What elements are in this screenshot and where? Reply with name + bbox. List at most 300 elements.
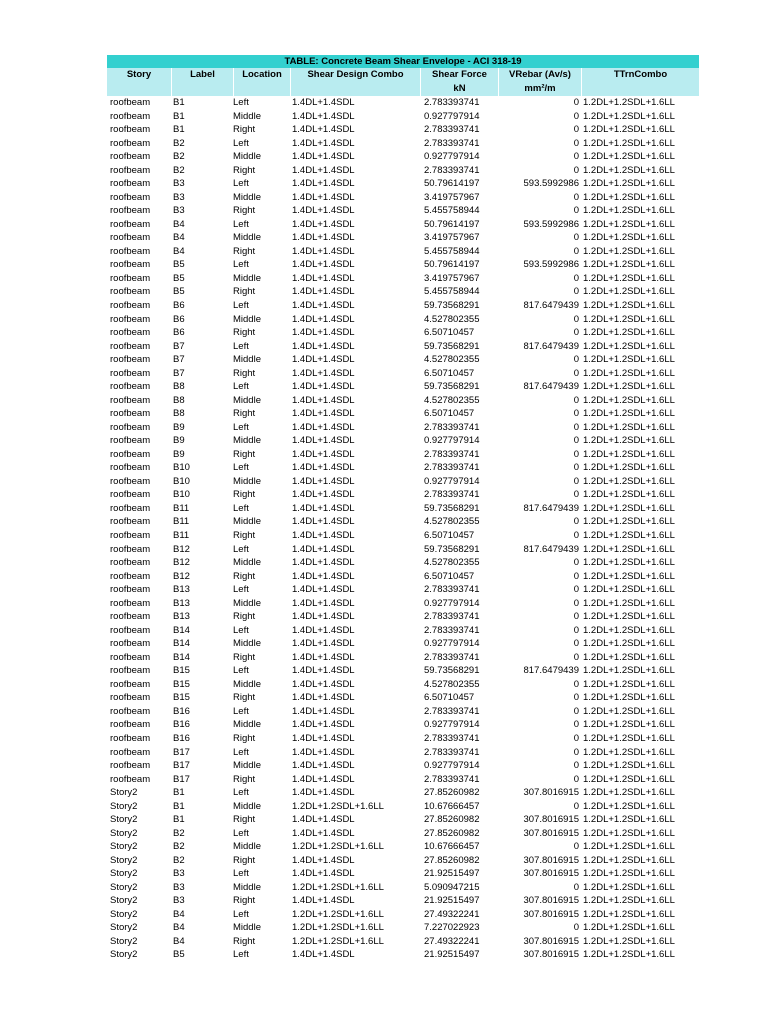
cell-ttrncombo: 1.2DL+1.2SDL+1.6LL [583, 746, 675, 758]
cell-shear-force: 59.73568291 [424, 502, 480, 514]
cell-label: B1 [173, 97, 185, 108]
cell-ttrncombo: 1.2DL+1.2SDL+1.6LL [583, 367, 675, 379]
cell-vrebar: 0 [573, 800, 579, 812]
cell-location: Right [233, 732, 256, 744]
cell-ttrncombo: 1.2DL+1.2SDL+1.6LL [583, 800, 675, 812]
cell-ttrncombo: 1.2DL+1.2SDL+1.6LL [583, 895, 675, 907]
cell-shear-force: 2.783393741 [424, 611, 480, 623]
cell-ttrncombo: 1.2DL+1.2SDL+1.6LL [583, 97, 675, 108]
table-row [107, 340, 699, 354]
table-row [107, 570, 699, 584]
cell-location: Right [233, 895, 256, 907]
cell-location: Middle [233, 760, 261, 772]
cell-story: roofbeam [110, 151, 151, 163]
cell-vrebar: 0 [573, 286, 579, 298]
cell-label: B4 [173, 245, 185, 257]
cell-ttrncombo: 1.2DL+1.2SDL+1.6LL [583, 259, 675, 271]
table-row [107, 407, 699, 421]
cell-label: B4 [173, 935, 185, 947]
cell-shear-design-combo: 1.4DL+1.4SDL [292, 827, 355, 839]
cell-label: B15 [173, 678, 190, 690]
cell-story: roofbeam [110, 773, 151, 785]
cell-shear-force: 27.85260982 [424, 827, 480, 839]
table-row [107, 285, 699, 299]
cell-vrebar: 593.5992986 [523, 259, 579, 271]
cell-shear-design-combo: 1.2DL+1.2SDL+1.6LL [292, 841, 384, 853]
cell-label: B1 [173, 110, 185, 122]
cell-label: B3 [173, 868, 185, 880]
cell-location: Right [233, 935, 256, 947]
cell-story: roofbeam [110, 719, 151, 731]
table-row [107, 718, 699, 732]
cell-story: roofbeam [110, 584, 151, 596]
cell-vrebar: 817.6479439 [523, 340, 579, 352]
cell-story: Story2 [110, 949, 138, 961]
cell-shear-force: 6.50710457 [424, 327, 475, 339]
cell-story: roofbeam [110, 110, 151, 122]
cell-shear-design-combo: 1.4DL+1.4SDL [292, 232, 355, 244]
cell-shear-design-combo: 1.4DL+1.4SDL [292, 949, 355, 961]
cell-story: roofbeam [110, 516, 151, 528]
cell-story: roofbeam [110, 760, 151, 772]
cell-vrebar: 0 [573, 448, 579, 460]
cell-ttrncombo: 1.2DL+1.2SDL+1.6LL [583, 408, 675, 420]
cell-shear-design-combo: 1.4DL+1.4SDL [292, 164, 355, 176]
cell-vrebar: 0 [573, 651, 579, 663]
cell-label: B4 [173, 232, 185, 244]
cell-location: Right [233, 327, 256, 339]
cell-shear-force: 2.783393741 [424, 584, 480, 596]
cell-label: B2 [173, 827, 185, 839]
cell-label: B5 [173, 259, 185, 271]
cell-ttrncombo: 1.2DL+1.2SDL+1.6LL [583, 841, 675, 853]
cell-label: B2 [173, 164, 185, 176]
cell-story: roofbeam [110, 475, 151, 487]
shear-envelope-table [107, 55, 699, 962]
cell-story: Story2 [110, 854, 138, 866]
cell-vrebar: 0 [573, 746, 579, 758]
cell-ttrncombo: 1.2DL+1.2SDL+1.6LL [583, 732, 675, 744]
cell-vrebar: 0 [573, 570, 579, 582]
cell-story: roofbeam [110, 245, 151, 257]
cell-vrebar: 817.6479439 [523, 381, 579, 393]
cell-label: B14 [173, 638, 190, 650]
cell-shear-design-combo: 1.4DL+1.4SDL [292, 381, 355, 393]
table-row [107, 583, 699, 597]
cell-location: Left [233, 584, 249, 596]
cell-shear-design-combo: 1.4DL+1.4SDL [292, 110, 355, 122]
cell-ttrncombo: 1.2DL+1.2SDL+1.6LL [583, 232, 675, 244]
cell-vrebar: 0 [573, 719, 579, 731]
cell-vrebar: 0 [573, 530, 579, 541]
cell-shear-design-combo: 1.4DL+1.4SDL [292, 151, 355, 163]
cell-story: roofbeam [110, 299, 151, 311]
cell-ttrncombo: 1.2DL+1.2SDL+1.6LL [583, 205, 675, 217]
cell-shear-force: 21.92515497 [424, 895, 480, 907]
column-header-line1: Shear Force [432, 69, 487, 80]
cell-shear-design-combo: 1.4DL+1.4SDL [292, 205, 355, 217]
cell-location: Middle [233, 719, 261, 731]
cell-label: B3 [173, 178, 185, 190]
cell-story: Story2 [110, 800, 138, 812]
cell-label: B11 [173, 530, 190, 541]
cell-label: B14 [173, 624, 190, 636]
cell-label: B16 [173, 719, 190, 731]
cell-ttrncombo: 1.2DL+1.2SDL+1.6LL [583, 151, 675, 163]
cell-vrebar: 307.8016915 [523, 895, 579, 907]
cell-label: B11 [173, 516, 190, 528]
cell-ttrncombo: 1.2DL+1.2SDL+1.6LL [583, 584, 675, 596]
cell-label: B1 [173, 787, 185, 799]
cell-ttrncombo: 1.2DL+1.2SDL+1.6LL [583, 164, 675, 176]
column-header-line1: VRebar (Av/s) [509, 69, 571, 80]
cell-shear-design-combo: 1.4DL+1.4SDL [292, 178, 355, 190]
column-header-shear-design-combo [290, 68, 420, 96]
cell-shear-force: 50.79614197 [424, 218, 480, 230]
cell-story: roofbeam [110, 570, 151, 582]
cell-vrebar: 0 [573, 327, 579, 339]
table-row [107, 123, 699, 137]
table-row [107, 461, 699, 475]
cell-vrebar: 307.8016915 [523, 949, 579, 961]
cell-label: B4 [173, 908, 185, 920]
cell-shear-design-combo: 1.4DL+1.4SDL [292, 124, 355, 136]
cell-shear-design-combo: 1.4DL+1.4SDL [292, 367, 355, 379]
cell-label: B10 [173, 462, 190, 474]
cell-story: roofbeam [110, 408, 151, 420]
cell-story: roofbeam [110, 421, 151, 433]
cell-ttrncombo: 1.2DL+1.2SDL+1.6LL [583, 394, 675, 406]
table-row [107, 313, 699, 327]
cell-shear-design-combo: 1.4DL+1.4SDL [292, 259, 355, 271]
cell-label: B16 [173, 732, 190, 744]
cell-story: Story2 [110, 827, 138, 839]
cell-label: B11 [173, 502, 190, 514]
cell-location: Middle [233, 394, 261, 406]
cell-vrebar: 0 [573, 421, 579, 433]
cell-ttrncombo: 1.2DL+1.2SDL+1.6LL [583, 124, 675, 136]
table-row [107, 353, 699, 367]
cell-ttrncombo: 1.2DL+1.2SDL+1.6LL [583, 475, 675, 487]
cell-shear-force: 27.85260982 [424, 787, 480, 799]
cell-ttrncombo: 1.2DL+1.2SDL+1.6LL [583, 286, 675, 298]
cell-shear-design-combo: 1.4DL+1.4SDL [292, 475, 355, 487]
table-row [107, 948, 699, 962]
cell-shear-design-combo: 1.4DL+1.4SDL [292, 299, 355, 311]
cell-ttrncombo: 1.2DL+1.2SDL+1.6LL [583, 773, 675, 785]
table-row [107, 773, 699, 787]
cell-label: B12 [173, 570, 190, 582]
cell-ttrncombo: 1.2DL+1.2SDL+1.6LL [583, 191, 675, 203]
cell-location: Middle [233, 151, 261, 163]
cell-vrebar: 0 [573, 408, 579, 420]
cell-location: Right [233, 408, 256, 420]
table-row [107, 380, 699, 394]
cell-ttrncombo: 1.2DL+1.2SDL+1.6LL [583, 110, 675, 122]
cell-location: Right [233, 530, 256, 541]
cell-shear-design-combo: 1.4DL+1.4SDL [292, 692, 355, 704]
cell-vrebar: 307.8016915 [523, 827, 579, 839]
cell-shear-force: 0.927797914 [424, 597, 480, 609]
cell-shear-force: 2.783393741 [424, 705, 480, 717]
cell-ttrncombo: 1.2DL+1.2SDL+1.6LL [583, 692, 675, 704]
cell-ttrncombo: 1.2DL+1.2SDL+1.6LL [583, 178, 675, 190]
table-row [107, 150, 699, 164]
cell-shear-force: 0.927797914 [424, 110, 480, 122]
table-row [107, 840, 699, 854]
cell-story: roofbeam [110, 218, 151, 230]
cell-shear-force: 59.73568291 [424, 543, 480, 555]
cell-shear-design-combo: 1.4DL+1.4SDL [292, 408, 355, 420]
cell-ttrncombo: 1.2DL+1.2SDL+1.6LL [583, 922, 675, 934]
cell-ttrncombo: 1.2DL+1.2SDL+1.6LL [583, 557, 675, 569]
cell-location: Right [233, 773, 256, 785]
cell-ttrncombo: 1.2DL+1.2SDL+1.6LL [583, 935, 675, 947]
table-row [107, 678, 699, 692]
cell-location: Middle [233, 313, 261, 325]
cell-vrebar: 817.6479439 [523, 502, 579, 514]
cell-shear-design-combo: 1.4DL+1.4SDL [292, 570, 355, 582]
table-row [107, 515, 699, 529]
cell-location: Right [233, 570, 256, 582]
table-row [107, 137, 699, 151]
cell-ttrncombo: 1.2DL+1.2SDL+1.6LL [583, 868, 675, 880]
cell-location: Left [233, 827, 249, 839]
cell-location: Middle [233, 678, 261, 690]
cell-vrebar: 0 [573, 435, 579, 447]
cell-story: roofbeam [110, 665, 151, 677]
cell-shear-design-combo: 1.4DL+1.4SDL [292, 773, 355, 785]
cell-vrebar: 0 [573, 205, 579, 217]
table-row [107, 746, 699, 760]
cell-story: roofbeam [110, 462, 151, 474]
cell-ttrncombo: 1.2DL+1.2SDL+1.6LL [583, 651, 675, 663]
cell-shear-design-combo: 1.4DL+1.4SDL [292, 272, 355, 284]
column-header-line2: kN [453, 83, 466, 94]
column-header-story [107, 68, 171, 96]
cell-vrebar: 0 [573, 638, 579, 650]
cell-ttrncombo: 1.2DL+1.2SDL+1.6LL [583, 638, 675, 650]
cell-location: Left [233, 421, 249, 433]
cell-location: Middle [233, 272, 261, 284]
cell-location: Middle [233, 841, 261, 853]
cell-story: roofbeam [110, 137, 151, 149]
cell-story: roofbeam [110, 313, 151, 325]
cell-story: roofbeam [110, 327, 151, 339]
cell-story: Story2 [110, 787, 138, 799]
cell-shear-design-combo: 1.4DL+1.4SDL [292, 597, 355, 609]
table-row [107, 556, 699, 570]
table-row [107, 502, 699, 516]
cell-ttrncombo: 1.2DL+1.2SDL+1.6LL [583, 462, 675, 474]
cell-shear-force: 27.49322241 [424, 908, 480, 920]
cell-vrebar: 0 [573, 232, 579, 244]
cell-location: Left [233, 218, 249, 230]
cell-shear-design-combo: 1.4DL+1.4SDL [292, 895, 355, 907]
cell-location: Left [233, 502, 249, 514]
cell-label: B9 [173, 448, 185, 460]
cell-vrebar: 307.8016915 [523, 868, 579, 880]
table-row [107, 272, 699, 286]
cell-label: B1 [173, 124, 185, 136]
cell-location: Left [233, 137, 249, 149]
cell-shear-force: 2.783393741 [424, 137, 480, 149]
cell-shear-force: 27.85260982 [424, 854, 480, 866]
cell-story: roofbeam [110, 692, 151, 704]
cell-shear-force: 2.783393741 [424, 448, 480, 460]
cell-location: Left [233, 543, 249, 555]
cell-shear-force: 4.527802355 [424, 557, 480, 569]
table-row [107, 800, 699, 814]
cell-shear-design-combo: 1.4DL+1.4SDL [292, 327, 355, 339]
cell-shear-force: 6.50710457 [424, 408, 475, 420]
cell-ttrncombo: 1.2DL+1.2SDL+1.6LL [583, 435, 675, 447]
cell-shear-design-combo: 1.4DL+1.4SDL [292, 719, 355, 731]
cell-vrebar: 0 [573, 732, 579, 744]
cell-story: roofbeam [110, 543, 151, 555]
cell-vrebar: 0 [573, 597, 579, 609]
cell-ttrncombo: 1.2DL+1.2SDL+1.6LL [583, 340, 675, 352]
column-header-line1: TTrnCombo [613, 69, 668, 80]
cell-label: B5 [173, 949, 185, 961]
cell-ttrncombo: 1.2DL+1.2SDL+1.6LL [583, 516, 675, 528]
cell-story: roofbeam [110, 435, 151, 447]
cell-shear-force: 4.527802355 [424, 354, 480, 366]
cell-story: roofbeam [110, 638, 151, 650]
cell-shear-design-combo: 1.4DL+1.4SDL [292, 760, 355, 772]
cell-shear-design-combo: 1.4DL+1.4SDL [292, 868, 355, 880]
cell-shear-force: 2.783393741 [424, 462, 480, 474]
cell-label: B10 [173, 475, 190, 487]
cell-label: B1 [173, 814, 185, 826]
table-row [107, 610, 699, 624]
cell-vrebar: 0 [573, 137, 579, 149]
table-row [107, 434, 699, 448]
cell-shear-design-combo: 1.4DL+1.4SDL [292, 502, 355, 514]
cell-shear-design-combo: 1.2DL+1.2SDL+1.6LL [292, 800, 384, 812]
cell-location: Right [233, 651, 256, 663]
table-row [107, 624, 699, 638]
cell-vrebar: 0 [573, 611, 579, 623]
cell-story: roofbeam [110, 394, 151, 406]
table-row [107, 448, 699, 462]
cell-vrebar: 0 [573, 922, 579, 934]
cell-location: Middle [233, 557, 261, 569]
cell-story: roofbeam [110, 286, 151, 298]
cell-shear-force: 3.419757967 [424, 272, 480, 284]
cell-story: Story2 [110, 935, 138, 947]
cell-vrebar: 0 [573, 760, 579, 772]
cell-vrebar: 0 [573, 272, 579, 284]
cell-story: Story2 [110, 895, 138, 907]
table-row [107, 367, 699, 381]
cell-shear-force: 4.527802355 [424, 516, 480, 528]
cell-shear-force: 27.49322241 [424, 935, 480, 947]
cell-location: Middle [233, 475, 261, 487]
table-row [107, 651, 699, 665]
cell-label: B7 [173, 367, 185, 379]
cell-label: B13 [173, 611, 190, 623]
cell-shear-design-combo: 1.4DL+1.4SDL [292, 245, 355, 257]
cell-shear-force: 0.927797914 [424, 638, 480, 650]
cell-shear-design-combo: 1.4DL+1.4SDL [292, 191, 355, 203]
cell-story: Story2 [110, 881, 138, 893]
cell-vrebar: 0 [573, 624, 579, 636]
cell-label: B5 [173, 286, 185, 298]
cell-shear-design-combo: 1.4DL+1.4SDL [292, 462, 355, 474]
table-row [107, 191, 699, 205]
cell-shear-force: 5.455758944 [424, 245, 480, 257]
cell-story: roofbeam [110, 557, 151, 569]
column-header-line1: Story [126, 69, 152, 80]
cell-ttrncombo: 1.2DL+1.2SDL+1.6LL [583, 705, 675, 717]
cell-vrebar: 0 [573, 692, 579, 704]
cell-label: B9 [173, 421, 185, 433]
table-row [107, 854, 699, 868]
cell-shear-design-combo: 1.4DL+1.4SDL [292, 611, 355, 623]
cell-story: roofbeam [110, 272, 151, 284]
cell-story: roofbeam [110, 232, 151, 244]
column-header-line1: Label [190, 69, 215, 80]
cell-vrebar: 307.8016915 [523, 908, 579, 920]
cell-location: Left [233, 868, 249, 880]
table-row [107, 759, 699, 773]
cell-label: B2 [173, 137, 185, 149]
cell-shear-design-combo: 1.4DL+1.4SDL [292, 354, 355, 366]
cell-ttrncombo: 1.2DL+1.2SDL+1.6LL [583, 787, 675, 799]
cell-shear-design-combo: 1.2DL+1.2SDL+1.6LL [292, 908, 384, 920]
cell-shear-design-combo: 1.4DL+1.4SDL [292, 421, 355, 433]
cell-ttrncombo: 1.2DL+1.2SDL+1.6LL [583, 313, 675, 325]
table-row [107, 705, 699, 719]
cell-label: B17 [173, 746, 190, 758]
cell-location: Left [233, 705, 249, 717]
cell-location: Middle [233, 516, 261, 528]
cell-label: B14 [173, 651, 190, 663]
cell-location: Right [233, 164, 256, 176]
cell-vrebar: 0 [573, 516, 579, 528]
cell-shear-force: 0.927797914 [424, 435, 480, 447]
cell-shear-design-combo: 1.2DL+1.2SDL+1.6LL [292, 881, 384, 893]
cell-shear-force: 0.927797914 [424, 760, 480, 772]
cell-shear-design-combo: 1.4DL+1.4SDL [292, 218, 355, 230]
cell-ttrncombo: 1.2DL+1.2SDL+1.6LL [583, 949, 675, 961]
cell-location: Right [233, 692, 256, 704]
cell-shear-design-combo: 1.4DL+1.4SDL [292, 530, 355, 541]
table-row [107, 867, 699, 881]
cell-shear-force: 6.50710457 [424, 692, 475, 704]
table-body [107, 96, 699, 962]
cell-shear-force: 5.455758944 [424, 205, 480, 217]
cell-story: roofbeam [110, 448, 151, 460]
table-row [107, 664, 699, 678]
cell-label: B1 [173, 800, 185, 812]
cell-label: B5 [173, 272, 185, 284]
table-row [107, 164, 699, 178]
cell-story: Story2 [110, 841, 138, 853]
cell-shear-force: 0.927797914 [424, 475, 480, 487]
cell-story: roofbeam [110, 502, 151, 514]
cell-shear-force: 2.783393741 [424, 164, 480, 176]
cell-shear-force: 21.92515497 [424, 949, 480, 961]
cell-label: B3 [173, 191, 185, 203]
cell-story: roofbeam [110, 354, 151, 366]
cell-shear-design-combo: 1.2DL+1.2SDL+1.6LL [292, 935, 384, 947]
cell-shear-force: 4.527802355 [424, 313, 480, 325]
cell-ttrncombo: 1.2DL+1.2SDL+1.6LL [583, 624, 675, 636]
cell-shear-design-combo: 1.4DL+1.4SDL [292, 787, 355, 799]
cell-label: B2 [173, 151, 185, 163]
